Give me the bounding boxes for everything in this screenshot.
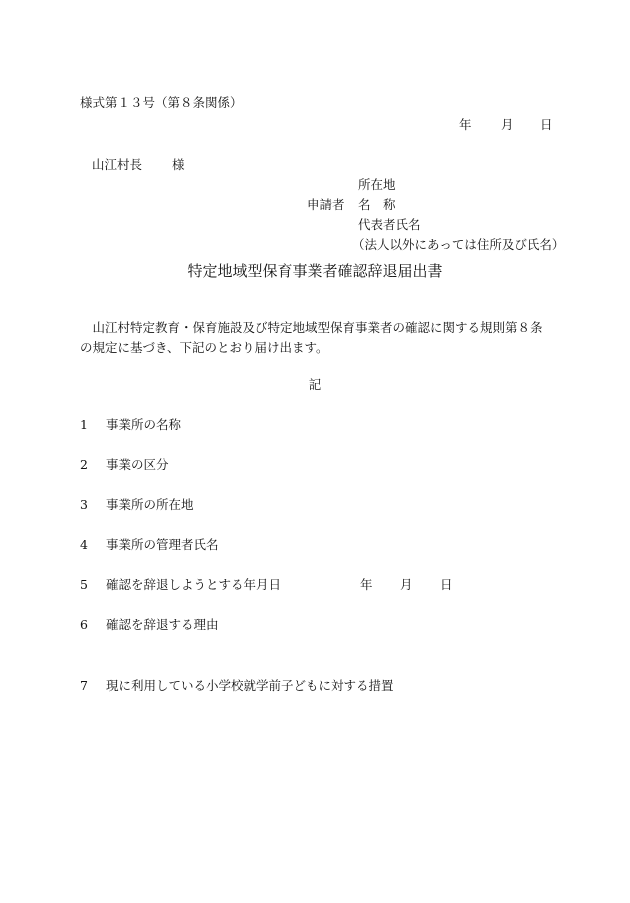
applicant-rep-note: （法人以外にあっては住所及び氏名） <box>352 237 565 252</box>
list-item <box>80 457 550 473</box>
date-line <box>0 117 630 133</box>
item-label: 現に利用している小学校就学前子どもに対する措置 <box>106 678 394 693</box>
form-number: 様式第１３号（第８条関係） <box>80 95 243 110</box>
item-label: 確認を辞退する理由 <box>106 617 219 632</box>
item-number: 5 <box>80 577 88 592</box>
applicant-address-label: 所在地 <box>358 177 396 192</box>
applicant-rep-label: 代表者氏名 <box>358 217 421 232</box>
item-number: 3 <box>80 497 88 512</box>
body-paragraph: 山江村特定教育・保育施設及び特定地域型保育事業者の確認に関する規則第８条の規定に基づき、下記のとおり届け出ます。 <box>80 320 543 355</box>
withdrawal-day-label: 日 <box>440 577 453 592</box>
list-item <box>80 417 550 433</box>
list-item <box>80 497 550 513</box>
withdrawal-year-label: 年 <box>360 577 373 592</box>
item-label: 事業の区分 <box>106 457 169 472</box>
item-number: 2 <box>80 457 88 472</box>
page-title: 特定地域型保育事業者確認辞退届出書 <box>187 262 443 280</box>
withdrawal-month-label: 月 <box>400 577 413 592</box>
item-label: 事業所の所在地 <box>106 497 194 512</box>
date-year-label: 年 <box>459 117 472 132</box>
addressee-honorific: 様 <box>172 157 185 172</box>
item-number: 1 <box>80 417 88 432</box>
date-month-label: 月 <box>501 117 514 132</box>
item-label: 事業所の管理者氏名 <box>106 537 219 552</box>
applicant-name-label: 名 称 <box>358 197 396 212</box>
item-number: 7 <box>80 678 88 693</box>
item-number: 4 <box>80 537 88 552</box>
list-item <box>80 577 550 593</box>
list-item <box>80 537 550 553</box>
ki-heading: 記 <box>308 377 322 392</box>
date-day-label: 日 <box>540 117 553 132</box>
list-item <box>80 617 550 633</box>
item-number: 6 <box>80 617 88 632</box>
list-item <box>80 678 550 694</box>
addressee-name: 山江村長 <box>92 157 143 172</box>
item-label: 事業所の名称 <box>106 417 182 432</box>
applicant-label: 申請者 <box>307 197 345 212</box>
item-label: 確認を辞退しようとする年月日 <box>106 577 282 592</box>
